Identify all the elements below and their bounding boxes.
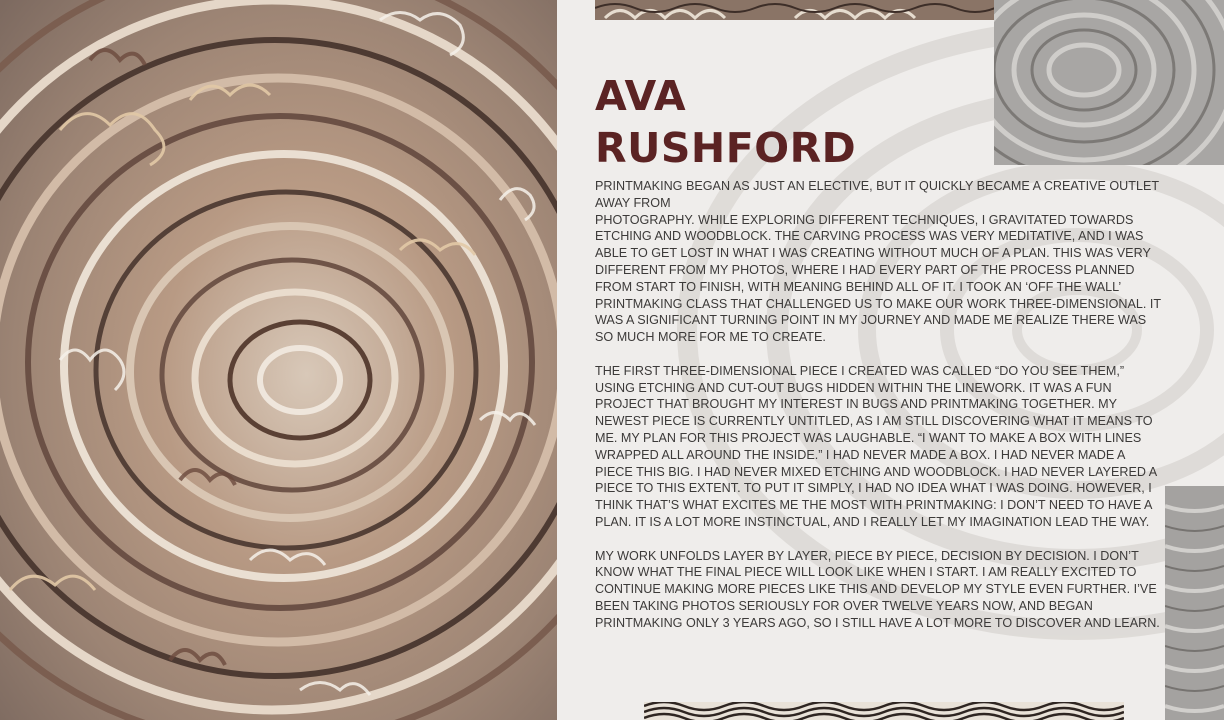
artwork-detail-image: [994, 0, 1224, 165]
artwork-detail-image: [644, 702, 1124, 720]
photo-strip-top: [595, 0, 995, 20]
artwork-photo-main: [0, 0, 557, 720]
artist-first-name: AVA: [595, 72, 687, 120]
artist-last-name: RUSHFORD: [595, 124, 857, 172]
statement-paragraph-1-rest: PHOTOGRAPHY. WHILE EXPLORING DIFFERENT TECHNIQUES, I GRAVITATED TOWARDS ETCHING AND WOODBLOCK. THE CARVING PROCESS WAS VERY MEDITATIVE, AND I WAS ABLE TO GET LOST IN WHAT I WAS CREATING WITHOUT MUCH OF A PLAN. THIS WAS VERY DIFFERENT FROM MY PHOTOS, WHERE I HAD EVERY PART OF THE PROCESS PLANNED FROM START TO FINISH, WITH MEANING BEHIND ALL OF IT. I TOOK AN ‘OFF THE WALL’ PRINTMAKING CLASS THAT CHALLENGED US TO MAKE OUR WORK THREE-DIMENSIONAL. IT WAS A SIGNIFICANT TURNING POINT IN MY JOURNEY AND MADE ME REALIZE THERE WAS SO MUCH MORE FOR ME TO CREATE.: [595, 212, 1161, 345]
statement-paragraph-1: [595, 178, 1161, 346]
photo-corner-top: [994, 0, 1224, 165]
statement-paragraph-3: MY WORK UNFOLDS LAYER BY LAYER, PIECE BY PIECE, DECISION BY DECISION. I DON’T KNOW WHAT THE FINAL PIECE WILL LOOK LIKE WHEN I START. I AM REALLY EXCITED TO CONTINUE MAKING MORE PIECES LIKE THIS AND DEVELOP MY STYLE EVEN FURTHER. I’VE BEEN TAKING PHOTOS SERIOUSLY FOR OVER TWELVE YEARS NOW, AND BEGAN PRINTMAKING ONLY 3 YEARS AGO, SO I STILL HAVE A LOT MORE TO DISCOVER AND LEARN.: [595, 548, 1160, 630]
artwork-detail-image: [595, 0, 995, 20]
artwork-swirl-image: [0, 0, 557, 720]
photo-side-right: [1165, 486, 1224, 720]
statement-paragraph-2: THE FIRST THREE-DIMENSIONAL PIECE I CREATED WAS CALLED “DO YOU SEE THEM,” USING ETCHING AND CUT-OUT BUGS HIDDEN WITHIN THE LINEWORK. IT WAS A FUN PROJECT THAT BROUGHT MY INTEREST IN BUGS AND PRINTMAKING TOGETHER. MY NEWEST PIECE IS CURRENTLY UNTITLED, AS I AM STILL DISCOVERING WHAT IT MEANS TO ME. MY PLAN FOR THIS PROJECT WAS LAUGHABLE. “I WANT TO MAKE A BOX WITH LINES WRAPPED ALL AROUND THE INSIDE.” I HAD NEVER MADE A BOX. I HAD NEVER MADE A PIECE THIS BIG. I HAD NEVER MIXED ETCHING AND WOODBLOCK. I HAD NEVER LAYERED A PIECE TO THIS EXTENT. TO PUT IT SIMPLY, I HAD NO IDEA WHAT I WAS DOING. HOWEVER, I THINK THAT’S WHAT EXCITES ME THE MOST WITH PRINTMAKING: I DON’T NEED TO HAVE A PLAN. IT IS A LOT MORE INSTINCTUAL, AND I REALLY LET MY IMAGINATION LEAD THE WAY.: [595, 363, 1157, 529]
statement-paragraph-1-first-line: PRINTMAKING BEGAN AS JUST AN ELECTIVE, BUT IT QUICKLY BECAME A CREATIVE OUTLET AWAY FROM: [595, 179, 1159, 210]
artwork-detail-image: [1165, 486, 1224, 720]
artist-name-heading: [595, 70, 856, 174]
photo-strip-bottom: [644, 702, 1124, 720]
artist-statement: [595, 178, 1161, 648]
